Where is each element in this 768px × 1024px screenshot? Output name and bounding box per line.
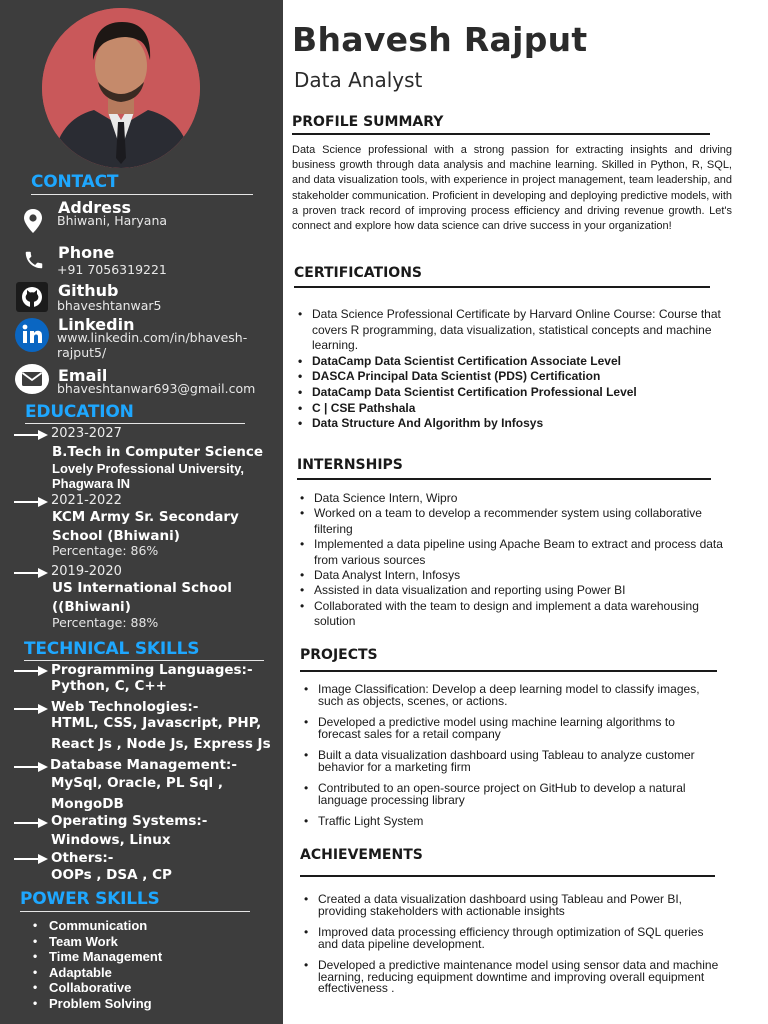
certification-item: • C | CSE Pathshala [294, 401, 726, 417]
education-institution: Lovely Professional University, [52, 461, 244, 476]
phone-icon [23, 248, 45, 272]
education-school-city: School (Bhiwani) [52, 528, 180, 544]
linkedin-value-line2[interactable]: rajput5/ [57, 345, 107, 360]
power-skill-item: • Time Management [31, 949, 162, 965]
arrow-right-icon [14, 497, 48, 507]
internships-list [296, 491, 726, 630]
phone-title: Phone [58, 243, 115, 262]
internship-item: • Assisted in data visualization and reporting using Power BI [296, 583, 726, 598]
profile-summary-rule [292, 133, 710, 135]
skill-category-title: Web Technologies:- [51, 699, 199, 715]
phone-value: +91 7056319221 [57, 262, 167, 277]
project-item: • Traffic Light System [300, 816, 720, 828]
email-title: Email [58, 366, 108, 385]
internships-rule [297, 478, 711, 480]
skill-values: MongoDB [51, 796, 124, 812]
profile-summary-heading: PROFILE SUMMARY [292, 114, 444, 130]
address-title: Address [58, 198, 132, 217]
certification-item: • DataCamp Data Scientist Certification Associate Level [294, 354, 726, 370]
achievements-list [300, 894, 720, 995]
power-skill-item: • Collaborative [31, 980, 162, 996]
arrow-right-icon [14, 430, 48, 440]
arrow-right-icon [14, 854, 48, 864]
internship-item: • Worked on a team to develop a recommender system using collaborative filtering [296, 506, 726, 537]
education-school: KCM Army Sr. Secondary [52, 509, 239, 525]
arrow-right-icon [14, 818, 48, 828]
education-rule [25, 423, 245, 424]
profile-photo [42, 8, 200, 168]
arrow-right-icon [14, 762, 48, 772]
skill-values: HTML, CSS, Javascript, PHP, [51, 715, 262, 731]
project-item: • Built a data visualization dashboard using Tableau to analyze customer behavior for a marketing firm [300, 750, 720, 773]
power-skill-item: • Team Work [31, 934, 162, 950]
achievement-item: • Created a data visualization dashboard using Tableau and Power BI, providing stakeholders with actionable insights [300, 894, 720, 917]
github-title: Github [58, 281, 119, 300]
education-year: 2019-2020 [51, 564, 122, 579]
education-year: 2023-2027 [51, 426, 122, 441]
sidebar [0, 0, 283, 1024]
education-percentage: Percentage: 88% [52, 615, 159, 630]
skill-category-title: Database Management:- [50, 757, 237, 773]
projects-heading: PROJECTS [300, 647, 378, 663]
skill-category-title: Operating Systems:- [51, 813, 208, 829]
avatar [42, 8, 200, 168]
linkedin-title: Linkedin [58, 315, 135, 334]
project-item: • Image Classification: Develop a deep learning model to classify images, such as objects, scenes, or actions. [300, 684, 720, 707]
power-skill-item: • Problem Solving [31, 996, 162, 1012]
skill-category-title: Others:- [51, 850, 114, 866]
person-name: Bhavesh Rajput [292, 20, 588, 59]
project-item: • Developed a predictive model using machine learning algorithms to forecast sales for a retail company [300, 717, 720, 740]
contact-rule [31, 194, 253, 195]
github-value: bhaveshtanwar5 [57, 298, 162, 313]
achievement-item: • Improved data processing efficiency through optimization of SQL queries and data pipeline development. [300, 927, 720, 950]
job-title: Data Analyst [294, 68, 423, 92]
profile-summary-text: Data Science professional with a strong passion for extracting insights and driving business growth through data analysis and machine learning. Skilled in Python, R, SQL, and data visualization tools, with experience in project management, team leadership, and stakeholder communication. Proficient in developing and deploying predictive models, with a proven track record of improving process efficiency and driving revenue growth. Let's connect and explore how data science can drive success in your organization! [292, 144, 732, 233]
education-percentage: Percentage: 86% [52, 543, 159, 558]
skill-values: MySql, Oracle, PL Sql , [51, 775, 223, 791]
power-skills-rule [20, 911, 250, 912]
education-heading: EDUCATION [25, 402, 134, 422]
power-skill-item: • Adaptable [31, 965, 162, 981]
certifications-rule [294, 286, 710, 288]
certifications-list [294, 307, 726, 432]
address-value: Bhiwani, Haryana [57, 213, 168, 228]
arrow-right-icon [14, 704, 48, 714]
email-icon [14, 363, 50, 395]
arrow-right-icon [14, 568, 48, 578]
education-school-city: ((Bhiwani) [52, 599, 131, 615]
internship-item: • Implemented a data pipeline using Apache Beam to extract and process data from various sources [296, 537, 726, 568]
internships-heading: INTERNSHIPS [297, 457, 403, 473]
arrow-right-icon [14, 666, 48, 676]
power-skills-list [31, 918, 162, 1011]
linkedin-value-line1[interactable]: www.linkedin.com/in/bhavesh- [57, 330, 248, 345]
education-school: US International School [52, 580, 232, 596]
internship-item: • Data Science Intern, Wipro [296, 491, 726, 506]
email-value[interactable]: bhaveshtanwar693@gmail.com [57, 381, 256, 396]
achievements-rule [300, 875, 715, 877]
education-location: Phagwara IN [52, 476, 131, 491]
skill-category-title: Programming Languages:- [51, 662, 253, 678]
location-icon [23, 208, 43, 234]
certification-item: • DASCA Principal Data Scientist (PDS) Certification [294, 369, 726, 385]
github-icon [16, 282, 48, 312]
education-degree: B.Tech in Computer Science [52, 444, 264, 460]
skill-values: Python, C, C++ [51, 678, 167, 694]
certification-item: • Data Science Professional Certificate by Harvard Online Course: Course that covers R programming, data visualization, statistical concepts and machine learning. [294, 307, 726, 354]
projects-list [300, 684, 720, 828]
internship-item: • Collaborated with the team to design and implement a data warehousing solution [296, 599, 726, 630]
contact-heading: CONTACT [31, 172, 119, 192]
power-skill-item: • Communication [31, 918, 162, 934]
project-item: • Contributed to an open-source project on GitHub to develop a natural language processing library [300, 783, 720, 806]
internship-item: • Data Analyst Intern, Infosys [296, 568, 726, 583]
education-year: 2021-2022 [51, 493, 122, 508]
certification-item: • DataCamp Data Scientist Certification Professional Level [294, 385, 726, 401]
projects-rule [300, 670, 717, 672]
skill-values: OOPs , DSA , CP [51, 867, 172, 883]
power-skills-heading: POWER SKILLS [20, 889, 160, 909]
certifications-heading: CERTIFICATIONS [294, 265, 423, 281]
linkedin-icon [14, 317, 50, 353]
skill-values: Windows, Linux [51, 832, 171, 848]
achievements-heading: ACHIEVEMENTS [300, 847, 423, 863]
certification-item: • Data Structure And Algorithm by Infosys [294, 416, 726, 432]
skill-values: React Js , Node Js, Express Js [51, 736, 271, 752]
technical-skills-heading: TECHNICAL SKILLS [24, 639, 200, 659]
achievement-item: • Developed a predictive maintenance model using sensor data and machine learning, reducing equipment downtime and improving overall equipment effectiveness . [300, 960, 720, 995]
